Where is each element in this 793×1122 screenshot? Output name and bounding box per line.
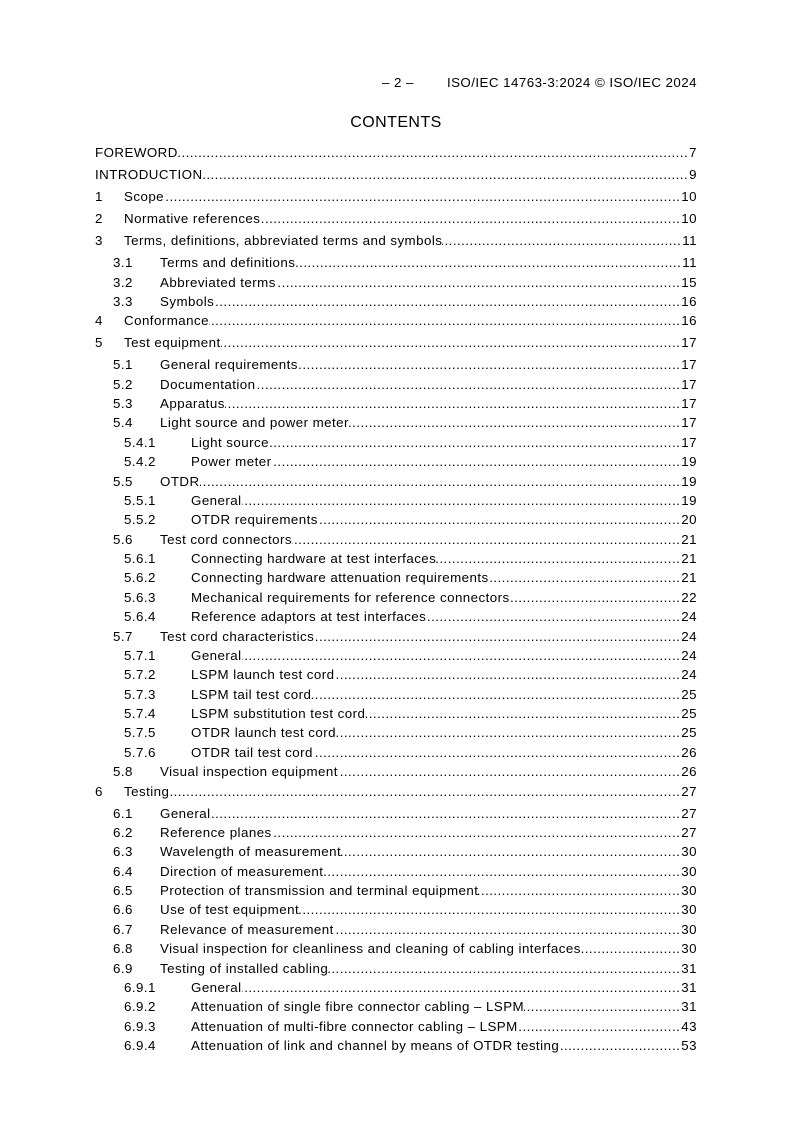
- toc-entry-page: 53: [681, 1038, 697, 1054]
- toc-dot-leader: [242, 491, 682, 510]
- toc-entry-number: 3.3: [113, 293, 133, 309]
- toc-entry[interactable]: [95, 646, 697, 665]
- toc-entry-number: 5.7.3: [124, 686, 156, 702]
- toc-entry[interactable]: [95, 959, 697, 978]
- toc-entry-page: 24: [681, 647, 697, 663]
- toc-entry-title: Visual inspection equipment: [160, 764, 338, 780]
- toc-entry-title: Scope: [124, 189, 165, 205]
- toc-entry[interactable]: [95, 607, 697, 626]
- toc-entry-title: Light source and power meter: [160, 415, 349, 431]
- toc-entry-title: Testing: [124, 783, 170, 799]
- toc-entry-page: 21: [681, 551, 697, 567]
- toc-entry[interactable]: [95, 627, 697, 646]
- toc-entry[interactable]: [95, 823, 697, 842]
- toc-entry-number: 6: [95, 783, 103, 799]
- toc-dot-leader: [214, 292, 681, 311]
- toc-dot-leader: [256, 375, 682, 394]
- toc-entry-title: Attenuation of single fibre connector cabling – LSPM: [191, 999, 525, 1015]
- toc-dot-leader: [489, 568, 682, 587]
- toc-entry-page: 24: [681, 609, 697, 625]
- toc-entry[interactable]: [95, 862, 697, 881]
- toc-entry[interactable]: [95, 665, 697, 684]
- toc-entry[interactable]: [95, 253, 697, 272]
- toc-entry-page: 43: [681, 1018, 697, 1034]
- toc-entry-number: 6.4: [113, 863, 133, 879]
- toc-entry-page: 17: [681, 396, 697, 412]
- toc-entry-page: 31: [681, 999, 697, 1015]
- toc-entry-title: Test cord connectors: [160, 531, 292, 547]
- toc-dot-leader: [365, 704, 681, 723]
- toc-entry-number: 5.4: [113, 415, 133, 431]
- toc-dot-leader: [225, 394, 681, 413]
- toc-entry-number: 5.1: [113, 357, 133, 373]
- toc-entry-title: Terms, definitions, abbreviated terms and symbols: [124, 233, 443, 249]
- toc-entry-page: 25: [681, 725, 697, 741]
- toc-dot-leader: [323, 862, 681, 881]
- toc-dot-leader: [272, 452, 682, 471]
- toc-entry-page: 30: [681, 921, 697, 937]
- toc-entry-title: Normative references: [124, 211, 261, 227]
- toc-entry-title: Test equipment: [124, 335, 221, 351]
- toc-entry[interactable]: [95, 549, 697, 568]
- toc-entry-number: 5.5: [113, 473, 133, 489]
- toc-entry[interactable]: [95, 187, 697, 206]
- toc-entry-number: 6.8: [113, 941, 133, 957]
- toc-entry-page: 20: [681, 512, 697, 528]
- toc-entry[interactable]: [95, 568, 697, 587]
- toc-entry-page: 24: [681, 667, 697, 683]
- toc-entry-page: 16: [681, 293, 697, 309]
- toc-entry-page: 30: [681, 844, 697, 860]
- toc-entry-number: 5.2: [113, 376, 133, 392]
- toc-entry-page: 19: [681, 473, 697, 489]
- page-header: [382, 75, 697, 91]
- toc-entry-title: OTDR launch test cord: [191, 725, 337, 741]
- toc-entry[interactable]: [95, 588, 697, 607]
- toc-entry-page: 11: [682, 233, 697, 249]
- toc-entry-number: 3.1: [113, 255, 133, 271]
- toc-entry-number: 5.3: [113, 396, 133, 412]
- toc-entry-number: 5.7.2: [124, 667, 156, 683]
- toc-entry-title: Wavelength of measurement: [160, 844, 342, 860]
- toc-entry-title: OTDR tail test cord: [191, 744, 313, 760]
- toc-entry-number: 6.5: [113, 883, 133, 899]
- toc-entry-page: 15: [681, 274, 697, 290]
- toc-entry-title: General: [191, 979, 242, 995]
- toc-entry-title: Protection of transmission and terminal equipment: [160, 883, 479, 899]
- toc-dot-leader: [313, 743, 681, 762]
- toc-dot-leader: [311, 685, 681, 704]
- toc-entry-number: 6.9.1: [124, 979, 156, 995]
- toc-entry-page: 22: [681, 589, 697, 605]
- toc-entry-title: Direction of measurement: [160, 863, 324, 879]
- toc-entry-number: 5.7.6: [124, 744, 156, 760]
- toc-entry-number: 5.7.1: [124, 647, 156, 663]
- toc-entry[interactable]: [95, 804, 697, 823]
- toc-dot-leader: [335, 665, 682, 684]
- toc-entry-title: Light source: [191, 434, 270, 450]
- toc-entry-title: Attenuation of link and channel by means of OTDR testing: [191, 1038, 560, 1054]
- toc-entry-title: FOREWORD: [95, 145, 178, 161]
- toc-entry-number: 3: [95, 233, 103, 249]
- toc-entry[interactable]: [95, 997, 697, 1016]
- toc-entry-title: Power meter: [191, 454, 272, 470]
- toc-entry-title: Testing of installed cabling: [160, 960, 329, 976]
- toc-entry-page: 27: [681, 805, 697, 821]
- toc-entry[interactable]: [95, 413, 697, 432]
- toc-entry-page: 17: [681, 357, 697, 373]
- toc-entry[interactable]: [95, 209, 697, 228]
- toc-entry-page: 26: [681, 744, 697, 760]
- toc-entry[interactable]: [95, 762, 697, 781]
- toc-dot-leader: [221, 333, 682, 352]
- toc-entry[interactable]: [95, 743, 697, 762]
- toc-entry-title: Documentation: [160, 376, 256, 392]
- toc-dot-leader: [299, 900, 681, 919]
- toc-entry[interactable]: [95, 375, 697, 394]
- toc-entry-title: Reference adaptors at test interfaces: [191, 609, 427, 625]
- toc-entry-title: Apparatus: [160, 396, 225, 412]
- toc-entry-number: 6.9: [113, 960, 133, 976]
- toc-entry-title: General requirements: [160, 357, 298, 373]
- toc-entry-page: 27: [681, 824, 697, 840]
- toc-entry-page: 17: [681, 434, 697, 450]
- toc-entry-page: 19: [681, 492, 697, 508]
- toc-entry-title: Reference planes: [160, 824, 272, 840]
- toc-entry[interactable]: [95, 510, 697, 529]
- toc-entry-title: General: [191, 492, 242, 508]
- toc-entry-title: Symbols: [160, 293, 215, 309]
- toc-entry[interactable]: [95, 920, 697, 939]
- toc-dot-leader: [260, 209, 681, 228]
- toc-entry-number: 6.9.4: [124, 1038, 156, 1054]
- toc-dot-leader: [211, 804, 682, 823]
- toc-entry[interactable]: [95, 311, 697, 330]
- toc-entry-page: 16: [681, 313, 697, 329]
- toc-entry-page: 30: [681, 902, 697, 918]
- toc-dot-leader: [436, 549, 681, 568]
- toc-entry-title: Use of test equipment: [160, 902, 300, 918]
- toc-dot-leader: [349, 413, 681, 432]
- toc-dot-leader: [336, 723, 681, 742]
- toc-dot-leader: [200, 472, 682, 491]
- toc-dot-leader: [426, 607, 681, 626]
- toc-entry-title: Test cord characteristics: [160, 628, 315, 644]
- toc-entry[interactable]: [95, 782, 697, 801]
- toc-entry[interactable]: [95, 433, 697, 452]
- toc-dot-leader: [209, 311, 681, 330]
- toc-entry-title: INTRODUCTION: [95, 167, 203, 183]
- toc-entry-page: 26: [681, 764, 697, 780]
- toc-entry[interactable]: [95, 685, 697, 704]
- toc-entry[interactable]: [95, 394, 697, 413]
- toc-entry-number: 5.8: [113, 764, 133, 780]
- toc-entry-title: Attenuation of multi-fibre connector cabling – LSPM: [191, 1018, 518, 1034]
- toc-entry-number: 5.5.2: [124, 512, 156, 528]
- toc-entry-page: 7: [689, 145, 697, 161]
- toc-entry-title: OTDR: [160, 473, 200, 489]
- toc-entry-title: Terms and definitions: [160, 255, 296, 271]
- toc-entry-number: 5.7: [113, 628, 133, 644]
- toc-entry-page: 30: [681, 883, 697, 899]
- toc-dot-leader: [272, 823, 682, 842]
- toc-entry[interactable]: [95, 491, 697, 510]
- toc-entry-number: 5.7.5: [124, 725, 156, 741]
- toc-entry-page: 30: [681, 941, 697, 957]
- toc-entry-title: Conformance: [124, 313, 209, 329]
- toc-entry-page: 19: [681, 454, 697, 470]
- toc-entry[interactable]: [95, 143, 697, 162]
- toc-dot-leader: [276, 273, 681, 292]
- toc-entry-number: 4: [95, 313, 103, 329]
- toc-entry[interactable]: [95, 355, 697, 374]
- toc-dot-leader: [242, 978, 682, 997]
- toc-entry-title: General: [191, 647, 242, 663]
- toc-dot-leader: [178, 143, 689, 162]
- toc-entry[interactable]: [95, 292, 697, 311]
- toc-entry-number: 5.6: [113, 531, 133, 547]
- toc-entry-title: LSPM substitution test cord: [191, 706, 366, 722]
- toc-entry[interactable]: [95, 165, 697, 184]
- toc-entry-page: 17: [681, 335, 697, 351]
- toc-entry-page: 31: [681, 960, 697, 976]
- toc-entry-title: LSPM launch test cord: [191, 667, 335, 683]
- toc-entry-title: Connecting hardware at test interfaces: [191, 551, 437, 567]
- toc-entry[interactable]: [95, 530, 697, 549]
- toc-entry-title: General: [160, 805, 211, 821]
- toc-entry[interactable]: [95, 939, 697, 958]
- toc-entry[interactable]: [95, 333, 697, 352]
- toc-entry-number: 6.7: [113, 921, 133, 937]
- toc-entry-number: 3.2: [113, 274, 133, 290]
- toc-entry[interactable]: [95, 842, 697, 861]
- toc-entry-title: Abbreviated terms: [160, 274, 276, 290]
- toc-entry-number: 5.6.1: [124, 551, 156, 567]
- toc-entry-number: 5: [95, 335, 103, 351]
- toc-dot-leader: [242, 646, 682, 665]
- toc-entry-page: 21: [681, 570, 697, 586]
- toc-dot-leader: [269, 433, 681, 452]
- toc-entry-number: 1: [95, 189, 103, 205]
- toc-dot-leader: [581, 939, 681, 958]
- toc-entry-page: 24: [681, 628, 697, 644]
- toc-entry-page: 31: [681, 979, 697, 995]
- document-reference: ISO/IEC 14763-3:2024 © ISO/IEC 2024: [446, 75, 697, 90]
- toc-entry-title: OTDR requirements: [191, 512, 318, 528]
- toc-dot-leader: [442, 231, 682, 250]
- page-number: – 2 –: [382, 75, 414, 90]
- toc-entry-page: 9: [689, 167, 697, 183]
- toc-entry-page: 10: [681, 189, 697, 205]
- toc-entry-number: 6.3: [113, 844, 133, 860]
- toc-entry-page: 25: [681, 686, 697, 702]
- toc-entry[interactable]: [95, 978, 697, 997]
- toc-entry-title: Mechanical requirements for reference connectors: [191, 589, 510, 605]
- toc-dot-leader: [318, 510, 681, 529]
- toc-dot-leader: [334, 920, 681, 939]
- toc-entry[interactable]: [95, 1036, 697, 1055]
- toc-dot-leader: [298, 355, 681, 374]
- table-of-contents: [95, 143, 697, 1055]
- toc-entry-number: 5.7.4: [124, 706, 156, 722]
- toc-dot-leader: [169, 782, 681, 801]
- toc-dot-leader: [328, 959, 681, 978]
- toc-entry-number: 5.6.3: [124, 589, 156, 605]
- toc-entry-title: Connecting hardware attenuation requirements: [191, 570, 489, 586]
- toc-entry[interactable]: [95, 472, 697, 491]
- toc-entry-page: 17: [681, 415, 697, 431]
- toc-entry-number: 5.6.4: [124, 609, 156, 625]
- contents-heading: CONTENTS: [350, 114, 442, 131]
- toc-entry-number: 6.2: [113, 824, 133, 840]
- toc-dot-leader: [292, 530, 681, 549]
- toc-entry[interactable]: [95, 452, 697, 471]
- toc-entry-page: 17: [681, 376, 697, 392]
- toc-entry[interactable]: [95, 1017, 697, 1036]
- toc-dot-leader: [295, 253, 682, 272]
- toc-entry-number: 6.1: [113, 805, 133, 821]
- toc-entry-page: 21: [681, 531, 697, 547]
- toc-dot-leader: [341, 842, 681, 861]
- toc-entry-title: Relevance of measurement: [160, 921, 334, 937]
- toc-dot-leader: [203, 165, 690, 184]
- toc-entry-number: 6.6: [113, 902, 133, 918]
- toc-entry-page: 11: [682, 255, 697, 271]
- toc-dot-leader: [518, 1017, 682, 1036]
- toc-entry[interactable]: [95, 704, 697, 723]
- toc-entry[interactable]: [95, 723, 697, 742]
- toc-dot-leader: [510, 588, 682, 607]
- toc-dot-leader: [559, 1036, 681, 1055]
- toc-dot-leader: [524, 997, 681, 1016]
- toc-entry[interactable]: [95, 273, 697, 292]
- toc-dot-leader: [164, 187, 681, 206]
- toc-entry[interactable]: [95, 900, 697, 919]
- toc-entry-number: 5.4.2: [124, 454, 156, 470]
- toc-dot-leader: [314, 627, 681, 646]
- toc-entry-title: LSPM tail test cord: [191, 686, 312, 702]
- toc-entry[interactable]: [95, 881, 697, 900]
- toc-dot-leader: [338, 762, 681, 781]
- toc-entry-page: 25: [681, 706, 697, 722]
- toc-dot-leader: [478, 881, 681, 900]
- toc-entry-page: 27: [681, 783, 697, 799]
- toc-entry-page: 30: [681, 863, 697, 879]
- toc-entry-number: 5.5.1: [124, 492, 156, 508]
- toc-entry-number: 5.4.1: [124, 434, 156, 450]
- toc-entry-page: 10: [681, 211, 697, 227]
- toc-entry-title: Visual inspection for cleanliness and cleaning of cabling interfaces: [160, 941, 581, 957]
- toc-entry-number: 6.9.2: [124, 999, 156, 1015]
- toc-entry-number: 6.9.3: [124, 1018, 156, 1034]
- toc-entry-number: 5.6.2: [124, 570, 156, 586]
- toc-entry[interactable]: [95, 231, 697, 250]
- toc-entry-number: 2: [95, 211, 103, 227]
